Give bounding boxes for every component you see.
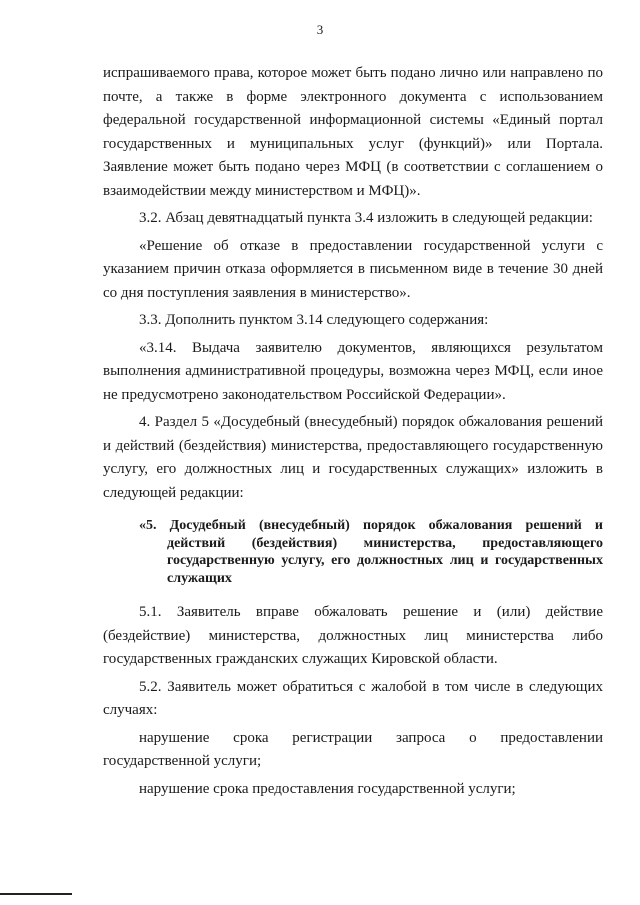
paragraph-5-1: 5.1. Заявитель вправе обжаловать решение и (или) действие (бездействие) министерства, должностных лиц министерства либо государственных гражданских служащих Кировской области. xyxy=(103,604,603,667)
paragraph-4: 4. Раздел 5 «Досудебный (внесудебный) порядок обжалования решений и действий (бездействия) министерства, предоставляющего государственную услугу, его должностных лиц и государственных служащих» изложить в следующей редакции: xyxy=(103,414,603,501)
paragraph-continuation: испрашиваемого права, которое может быть подано лично или направлено по почте, а также в форме электронного документа с использованием федеральной государственной информационной системы «Единый портал государственных и муниципальных услуг (функций)» или Портала. Заявление может быть подано через МФЦ (в соответствии с соглашением о взаимодействии между министерством и МФЦ)». xyxy=(103,65,603,199)
paragraph-5-2: 5.2. Заявитель может обратиться с жалобой в том числе в следующих случаях: xyxy=(103,678,603,718)
paragraph-refusal-decision: «Решение об отказе в предоставлении государственной услуги с указанием причин отказа оформляется в письменном виде в течение 30 дней со дня поступления заявления в министерство». xyxy=(103,237,603,301)
section-5-heading xyxy=(103,517,603,587)
list-item-registration-deadline: нарушение срока регистрации запроса о предоставлении государственной услуги; xyxy=(103,729,603,769)
paragraph-3-14: «3.14. Выдача заявителю документов, являющихся результатом выполнения административной процедуры, возможна через МФЦ, если иное не предусмотрено законодательством Российской Федерации». xyxy=(103,339,603,403)
paragraph-3-3: 3.3. Дополнить пунктом 3.14 следующего содержания: xyxy=(139,312,489,328)
page-number: 3 xyxy=(316,22,324,37)
list-item-service-deadline: нарушение срока предоставления государственной услуги; xyxy=(139,780,516,797)
section-5-heading-text: «5. Досудебный (внесудебный) порядок обжалования решений и действий (бездействия) министерства, предоставляющего государственную услугу, его должностных лиц и государственных служащих xyxy=(139,518,603,586)
document-body xyxy=(103,62,603,801)
paragraph-3-2: 3.2. Абзац девятнадцатый пункта 3.4 изложить в следующей редакции: xyxy=(139,210,593,226)
footer-rule xyxy=(0,893,72,895)
